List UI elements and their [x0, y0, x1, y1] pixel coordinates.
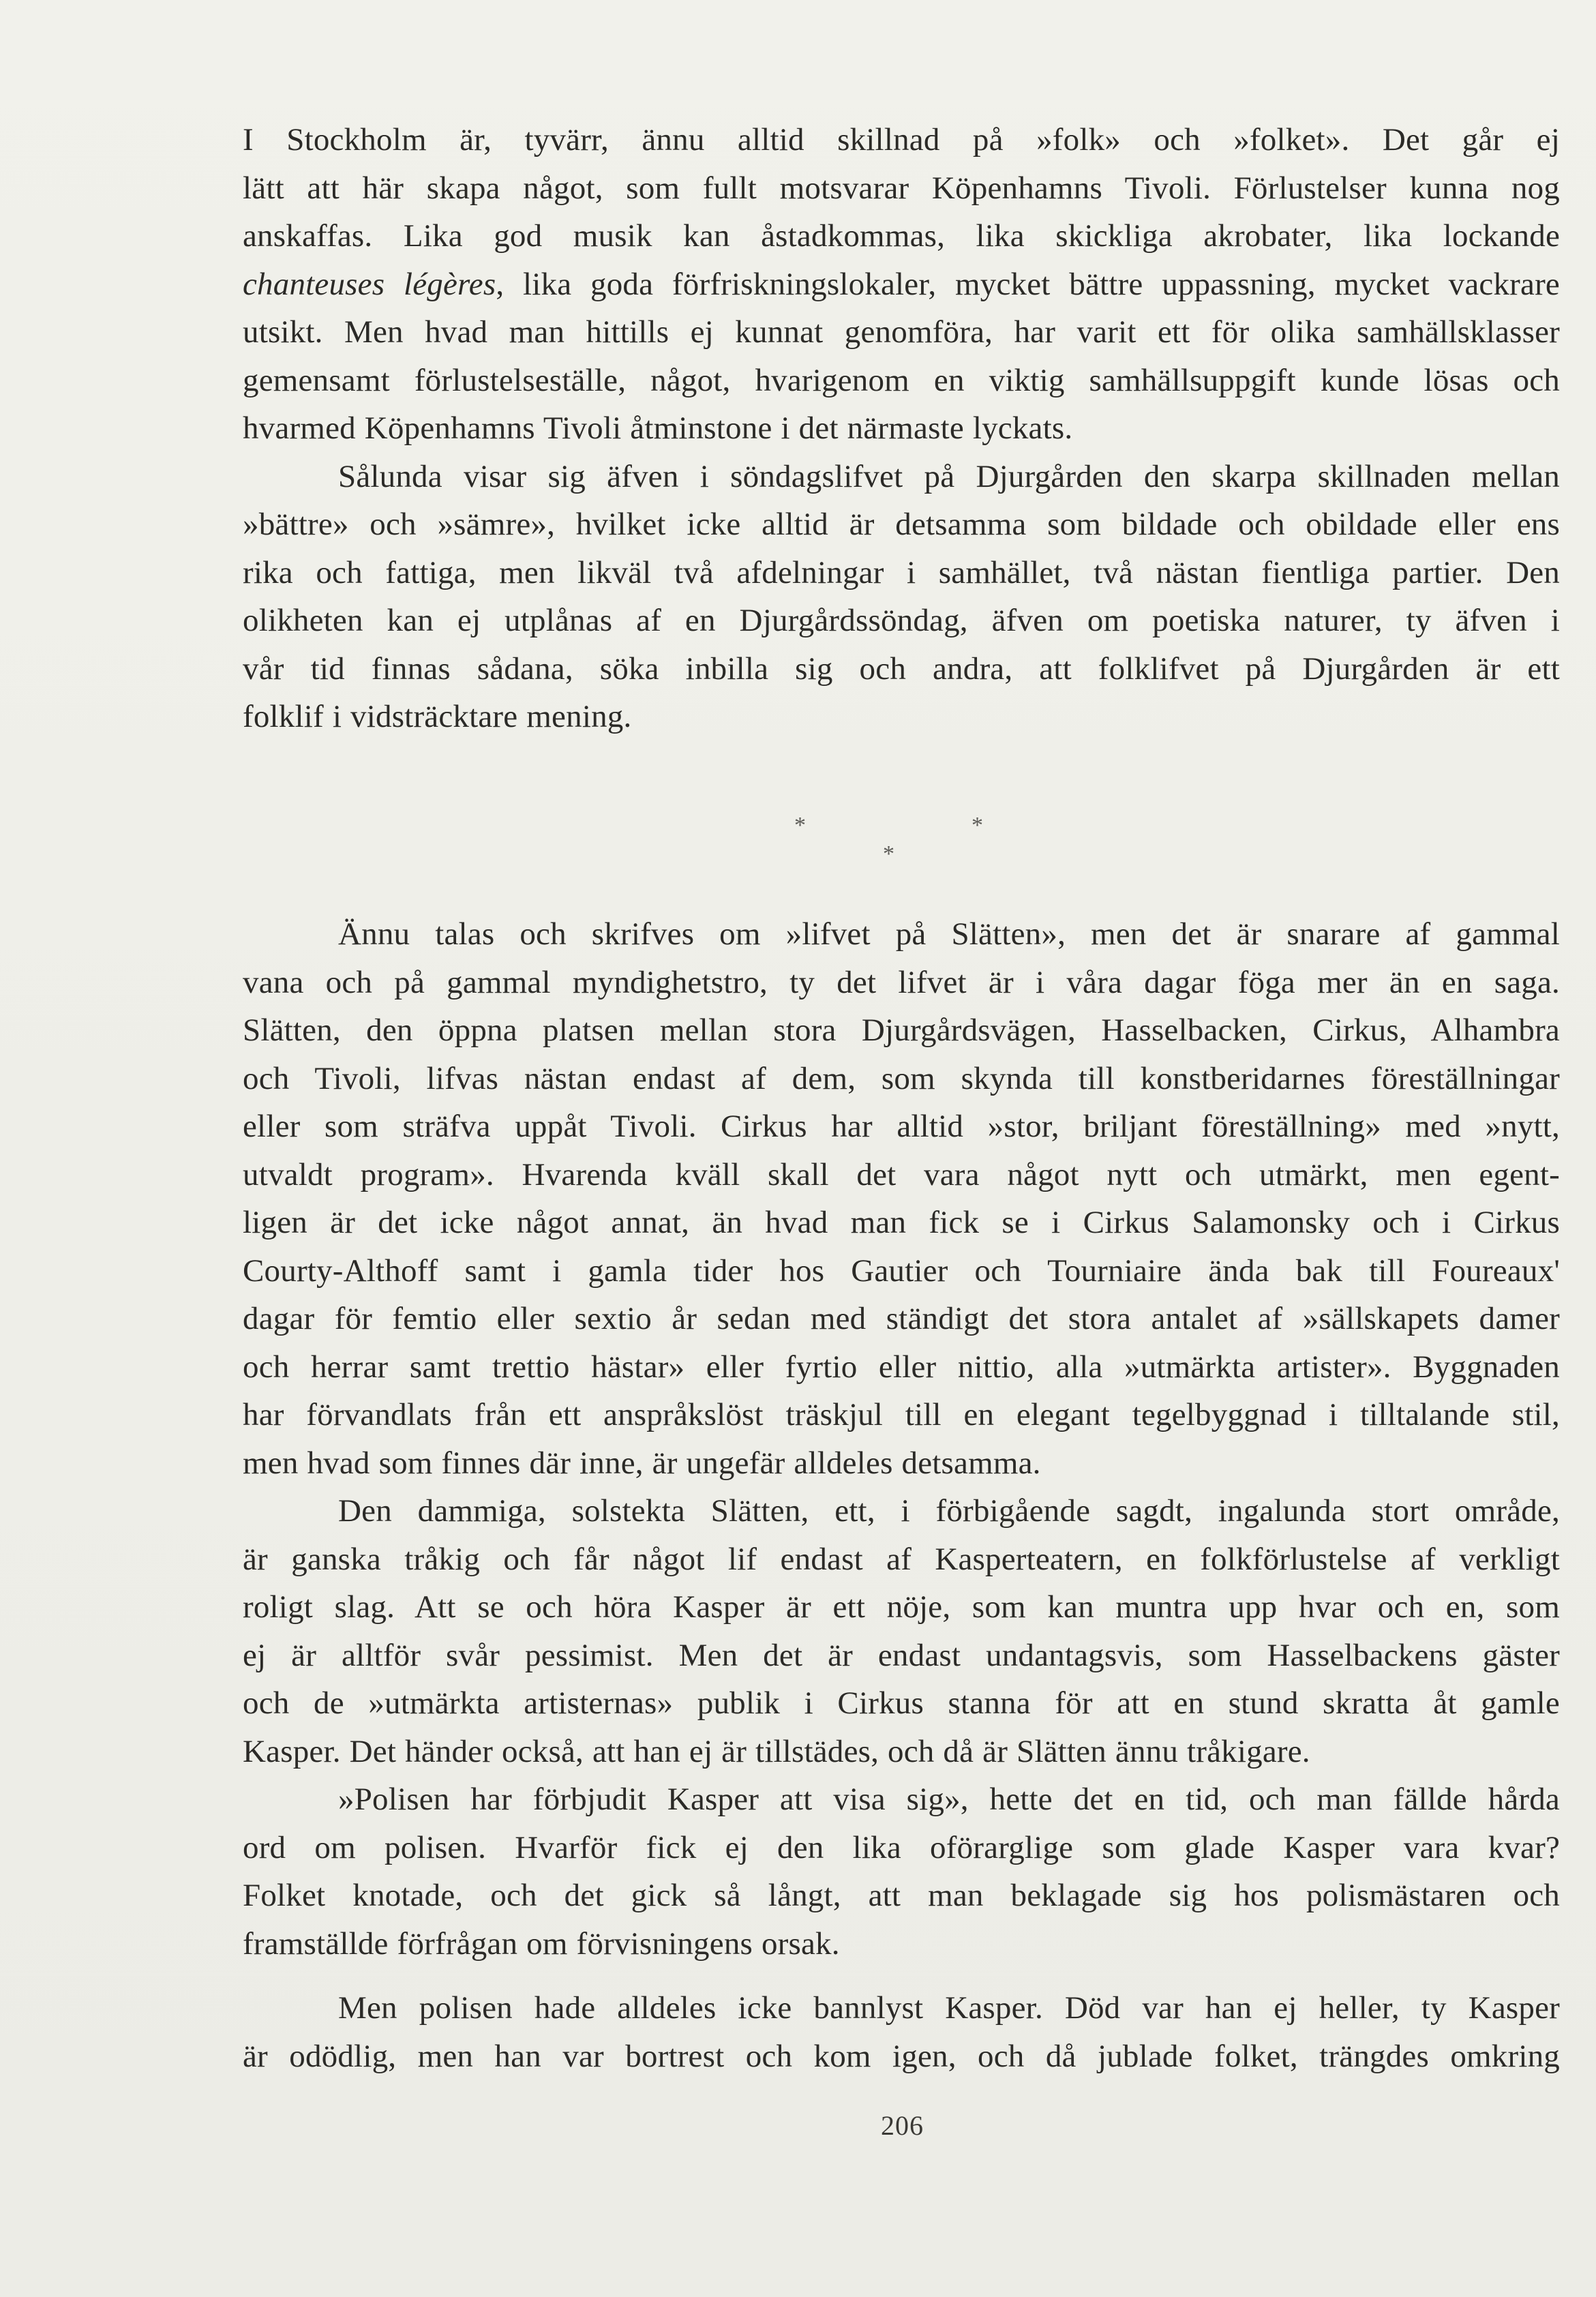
text-line: framställde förfrågan om förvisningens orsak. [243, 1925, 840, 1962]
text-line [243, 1775, 1560, 1824]
page-number: 206 [881, 2110, 924, 2141]
asterisk-icon: * [883, 841, 894, 867]
text-line: Slätten, den öppna platsen mellan stora Djurgårdsvägen, Hasselbacken, Cirkus, Alhambra [243, 1012, 1560, 1048]
text-line: ligen är det icke något annat, än hvad man fick se i Cirkus Salamonsky och i Cirkus [243, 1205, 1560, 1240]
asterisk-icon: * [972, 813, 983, 838]
text-line [243, 1984, 1560, 2032]
text-line: utsikt. Men hvad man hittills ej kunnat genomföra, har varit ett för olika samhällsklasser [243, 314, 1560, 350]
text-line: »bättre» och »sämre», hvilket icke alltid är detsamma som bildade och obildade eller ens [243, 507, 1560, 542]
text-section-2 [243, 910, 1560, 2080]
text-line: Courty-Althoff samt i gamla tider hos Gautier och Tourniaire ända bak till Foureaux' [243, 1252, 1560, 1289]
text-line: vår tid finnas sådana, söka inbilla sig och andra, att folklifvet på Djurgården är ett [243, 650, 1560, 687]
text-line: ej är alltför svår pessimist. Men det är endast undantagsvis, som Hasselbackens gäster [243, 1637, 1560, 1673]
text-line: och herrar samt trettio hästar» eller fyrtio eller nittio, alla »utmärkta artister». Byggnaden [243, 1349, 1560, 1385]
text-line: hvarmed Köpenhamns Tivoli åtminstone i det närmaste lyckats. [243, 410, 1073, 446]
text-line: anskaffas. Lika god musik kan åstadkommas, lika skickliga akrobater, lika lockande [243, 218, 1560, 254]
text-line: lätt att här skapa något, som fullt motsvarar Köpenhamns Tivoli. Förlustelser kunna nog [243, 170, 1560, 206]
paragraph [243, 1487, 1560, 1775]
text-line: vana och på gammal myndighetstro, ty det lifvet är i våra dagar föga mer än en saga. [243, 964, 1560, 1000]
text-fragment: Den dammiga, solstekta Slätten, ett, i förbigående sagdt, ingalunda stort område, [338, 1493, 1560, 1529]
text-line [243, 260, 1560, 309]
text-line: rika och fattiga, men likväl två afdelningar i samhället, två nästan fientliga partier. Den [243, 554, 1560, 590]
text-line: Kasper. Det händer också, att han ej är tillstädes, och då är Slätten ännu tråkigare. [243, 1733, 1310, 1769]
text-line: eller som sträfva uppåt Tivoli. Cirkus har alltid »stor, briljant föreställning» med »nytt, [243, 1109, 1560, 1144]
text-line: Folket knotade, och det gick så långt, att man beklagade sig hos polismästaren och [243, 1878, 1560, 1913]
text-fragment: Men polisen hade alldeles icke bannlyst Kasper. Död var han ej heller, ty Kasper [338, 1990, 1560, 2026]
text-fragment: Ännu talas och skrifves om »lifvet på Slätten», men det är snarare af gammal [338, 916, 1560, 952]
text-line: men hvad som finnes där inne, är ungefär alldeles detsamma. [243, 1445, 1041, 1481]
paragraph [243, 116, 1560, 453]
text-fragment: Sålunda visar sig äfven i söndagslifvet på Djurgården den skarpa skillnaden mellan [338, 458, 1560, 494]
text-line [243, 910, 1560, 959]
text-line: dagar för femtio eller sextio år sedan med ständigt det stora antalet af »sällskapets damer [243, 1301, 1560, 1336]
paragraph-gap [243, 1968, 1560, 1984]
text-line: I Stockholm är, tyvärr, ännu alltid skillnad på »folk» och »folket». Det går ej [243, 122, 1560, 157]
text-line: olikheten kan ej utplånas af en Djurgårdssöndag, äfven om poetiska naturer, ty äfven i [243, 603, 1560, 638]
text-fragment: , lika goda förfriskningslokaler, mycket bättre uppassning, mycket vackrare [496, 266, 1560, 302]
asterisk-icon: * [794, 813, 806, 838]
text-line: har förvandlats från ett anspråkslöst träskjul till en elegant tegelbyggnad i tilltalande stil, [243, 1397, 1560, 1432]
text-line: ord om polisen. Hvarför fick ej den lika oförarglige som glade Kasper vara kvar? [243, 1829, 1560, 1865]
text-line: roligt slag. Att se och höra Kasper är ett nöje, som kan muntra upp hvar och en, som [243, 1589, 1560, 1625]
text-line: och de »utmärkta artisternas» publik i Cirkus stanna för att en stund skratta åt gamle [243, 1685, 1560, 1721]
text-line: och Tivoli, lifvas nästan endast af dem, som skynda till konstberidarnes föreställningar [243, 1060, 1560, 1096]
text-line: är odödlig, men han var bortrest och kom igen, och då jublade folket, trängdes omkring [243, 2038, 1560, 2074]
text-fragment: »Polisen har förbjudit Kasper att visa sig», hette det en tid, och man fällde hårda [338, 1782, 1560, 1817]
text-line: folklif i vidsträcktare mening. [243, 699, 632, 734]
text-line [243, 1487, 1560, 1535]
asterism-separator [784, 810, 989, 878]
paragraph [243, 910, 1560, 1487]
text-line: gemensamt förlustelseställe, något, hvarigenom en viktig samhällsuppgift kunde lösas och [243, 362, 1560, 398]
paragraph [243, 1984, 1560, 2080]
italic-phrase: chanteuses légères [243, 266, 496, 302]
text-line: utvaldt program». Hvarenda kväll skall det vara något nytt och utmärkt, men egent- [243, 1156, 1560, 1192]
paragraph [243, 453, 1560, 741]
text-section-1 [243, 116, 1560, 741]
text-line: är ganska tråkig och får något lif endast af Kasperteatern, en folkförlustelse af verkligt [243, 1541, 1560, 1577]
text-line [243, 453, 1560, 501]
paragraph [243, 1775, 1560, 1968]
